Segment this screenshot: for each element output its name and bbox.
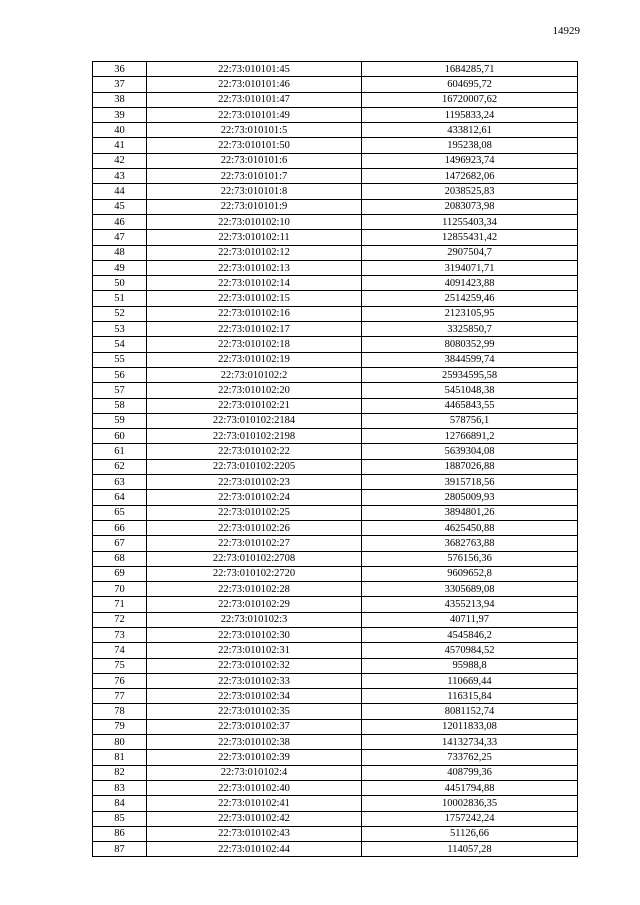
table-row (93, 612, 578, 627)
table-row (93, 643, 578, 658)
row-number-cell: 76 (93, 673, 147, 688)
cadastral-value-cell: 5451048,38 (362, 383, 578, 398)
cadastral-number-cell: 22:73:010102:41 (147, 796, 362, 811)
table-row (93, 780, 578, 795)
table-row (93, 811, 578, 826)
cadastral-value-cell: 2514259,46 (362, 291, 578, 306)
row-number-cell: 39 (93, 107, 147, 122)
cadastral-number-cell: 22:73:010101:49 (147, 107, 362, 122)
row-number-cell: 87 (93, 842, 147, 857)
table-row (93, 107, 578, 122)
row-number-cell: 84 (93, 796, 147, 811)
cadastral-value-cell: 12766891,2 (362, 429, 578, 444)
cadastral-number-cell: 22:73:010102:43 (147, 826, 362, 841)
cadastral-value-cell: 116315,84 (362, 689, 578, 704)
table-row (93, 597, 578, 612)
cadastral-number-cell: 22:73:010101:46 (147, 77, 362, 92)
cadastral-value-cell: 3194071,71 (362, 260, 578, 275)
cadastral-value-cell: 3915718,56 (362, 475, 578, 490)
cadastral-number-cell: 22:73:010102:2198 (147, 429, 362, 444)
cadastral-value-cell: 51126,66 (362, 826, 578, 841)
row-number-cell: 60 (93, 429, 147, 444)
row-number-cell: 85 (93, 811, 147, 826)
table-row (93, 658, 578, 673)
cadastral-value-cell: 25934595,58 (362, 367, 578, 382)
row-number-cell: 56 (93, 367, 147, 382)
cadastral-number-cell: 22:73:010102:29 (147, 597, 362, 612)
row-number-cell: 41 (93, 138, 147, 153)
cadastral-number-cell: 22:73:010102:4 (147, 765, 362, 780)
cadastral-number-cell: 22:73:010102:20 (147, 383, 362, 398)
cadastral-value-cell: 16720007,62 (362, 92, 578, 107)
table-row (93, 77, 578, 92)
row-number-cell: 46 (93, 214, 147, 229)
table-row (93, 459, 578, 474)
cadastral-number-cell: 22:73:010102:17 (147, 322, 362, 337)
row-number-cell: 80 (93, 735, 147, 750)
table-row (93, 551, 578, 566)
cadastral-value-cell: 2083073,98 (362, 199, 578, 214)
row-number-cell: 51 (93, 291, 147, 306)
cadastral-value-cell: 40711,97 (362, 612, 578, 627)
cadastral-number-cell: 22:73:010102:13 (147, 260, 362, 275)
cadastral-value-cell: 4355213,94 (362, 597, 578, 612)
table-row (93, 62, 578, 77)
row-number-cell: 82 (93, 765, 147, 780)
table-row (93, 505, 578, 520)
cadastral-value-cell: 5639304,08 (362, 444, 578, 459)
row-number-cell: 65 (93, 505, 147, 520)
cadastral-number-cell: 22:73:010102:18 (147, 337, 362, 352)
row-number-cell: 67 (93, 536, 147, 551)
cadastral-number-cell: 22:73:010101:7 (147, 169, 362, 184)
table-row (93, 383, 578, 398)
cadastral-value-cell: 12855431,42 (362, 230, 578, 245)
row-number-cell: 45 (93, 199, 147, 214)
cadastral-number-cell: 22:73:010102:21 (147, 398, 362, 413)
table-row (93, 199, 578, 214)
row-number-cell: 36 (93, 62, 147, 77)
table-row (93, 337, 578, 352)
row-number-cell: 74 (93, 643, 147, 658)
table-row (93, 582, 578, 597)
cadastral-value-cell: 4465843,55 (362, 398, 578, 413)
row-number-cell: 43 (93, 169, 147, 184)
table-row (93, 367, 578, 382)
cadastral-number-cell: 22:73:010102:15 (147, 291, 362, 306)
table-row (93, 566, 578, 581)
table-row (93, 153, 578, 168)
table-row (93, 260, 578, 275)
row-number-cell: 47 (93, 230, 147, 245)
cadastral-value-cell: 11255403,34 (362, 214, 578, 229)
table-row (93, 796, 578, 811)
cadastral-number-cell: 22:73:010101:47 (147, 92, 362, 107)
cadastral-number-cell: 22:73:010102:28 (147, 582, 362, 597)
row-number-cell: 61 (93, 444, 147, 459)
table-row (93, 184, 578, 199)
table-row (93, 673, 578, 688)
table-row (93, 322, 578, 337)
row-number-cell: 64 (93, 490, 147, 505)
cadastral-value-cell: 1887026,88 (362, 459, 578, 474)
table-row (93, 842, 578, 857)
table-row (93, 735, 578, 750)
cadastral-number-cell: 22:73:010102:22 (147, 444, 362, 459)
cadastral-value-cell: 95988,8 (362, 658, 578, 673)
cadastral-number-cell: 22:73:010101:9 (147, 199, 362, 214)
cadastral-value-cell: 733762,25 (362, 750, 578, 765)
row-number-cell: 44 (93, 184, 147, 199)
table-row (93, 765, 578, 780)
row-number-cell: 63 (93, 475, 147, 490)
row-number-cell: 40 (93, 123, 147, 138)
row-number-cell: 75 (93, 658, 147, 673)
cadastral-value-cell: 576156,36 (362, 551, 578, 566)
row-number-cell: 42 (93, 153, 147, 168)
row-number-cell: 54 (93, 337, 147, 352)
cadastral-number-cell: 22:73:010102:11 (147, 230, 362, 245)
cadastral-number-cell: 22:73:010102:37 (147, 719, 362, 734)
cadastral-value-cell: 110669,44 (362, 673, 578, 688)
cadastral-value-cell: 1496923,74 (362, 153, 578, 168)
row-number-cell: 68 (93, 551, 147, 566)
table-row (93, 214, 578, 229)
table-row (93, 750, 578, 765)
cadastral-value-cell: 12011833,08 (362, 719, 578, 734)
table-row (93, 520, 578, 535)
table-row (93, 92, 578, 107)
row-number-cell: 73 (93, 627, 147, 642)
table-row (93, 413, 578, 428)
cadastral-value-cell: 578756,1 (362, 413, 578, 428)
cadastral-value-cell: 2038525,83 (362, 184, 578, 199)
cadastral-number-cell: 22:73:010102:35 (147, 704, 362, 719)
cadastral-number-cell: 22:73:010102:44 (147, 842, 362, 857)
cadastral-number-cell: 22:73:010102:33 (147, 673, 362, 688)
table-body (93, 62, 578, 857)
table-row (93, 704, 578, 719)
table-row (93, 429, 578, 444)
row-number-cell: 48 (93, 245, 147, 260)
cadastral-number-cell: 22:73:010102:26 (147, 520, 362, 535)
row-number-cell: 58 (93, 398, 147, 413)
row-number-cell: 83 (93, 780, 147, 795)
cadastral-value-cell: 8080352,99 (362, 337, 578, 352)
row-number-cell: 62 (93, 459, 147, 474)
table-row (93, 398, 578, 413)
cadastral-value-cell: 14132734,33 (362, 735, 578, 750)
cadastral-number-cell: 22:73:010102:42 (147, 811, 362, 826)
cadastral-value-cell: 604695,72 (362, 77, 578, 92)
cadastral-number-cell: 22:73:010101:5 (147, 123, 362, 138)
cadastral-number-cell: 22:73:010102:14 (147, 276, 362, 291)
cadastral-number-cell: 22:73:010101:8 (147, 184, 362, 199)
row-number-cell: 77 (93, 689, 147, 704)
page-number: 14929 (552, 25, 580, 37)
table-row (93, 306, 578, 321)
row-number-cell: 78 (93, 704, 147, 719)
cadastral-number-cell: 22:73:010102:40 (147, 780, 362, 795)
cadastral-value-cell: 4570984,52 (362, 643, 578, 658)
table-row (93, 475, 578, 490)
row-number-cell: 86 (93, 826, 147, 841)
cadastral-value-cell: 3305689,08 (362, 582, 578, 597)
row-number-cell: 52 (93, 306, 147, 321)
row-number-cell: 55 (93, 352, 147, 367)
cadastral-value-cell: 1195833,24 (362, 107, 578, 122)
row-number-cell: 71 (93, 597, 147, 612)
cadastral-value-cell: 1472682,06 (362, 169, 578, 184)
cadastral-value-cell: 2123105,95 (362, 306, 578, 321)
table-row (93, 689, 578, 704)
row-number-cell: 69 (93, 566, 147, 581)
cadastral-value-cell: 2805009,93 (362, 490, 578, 505)
table-row (93, 230, 578, 245)
row-number-cell: 37 (93, 77, 147, 92)
cadastral-number-cell: 22:73:010102:30 (147, 627, 362, 642)
cadastral-number-cell: 22:73:010102:16 (147, 306, 362, 321)
cadastral-number-cell: 22:73:010102:2205 (147, 459, 362, 474)
cadastral-number-cell: 22:73:010102:34 (147, 689, 362, 704)
cadastral-number-cell: 22:73:010102:27 (147, 536, 362, 551)
table-row (93, 245, 578, 260)
row-number-cell: 79 (93, 719, 147, 734)
row-number-cell: 59 (93, 413, 147, 428)
table-row (93, 826, 578, 841)
cadastral-number-cell: 22:73:010102:19 (147, 352, 362, 367)
cadastral-value-cell: 3844599,74 (362, 352, 578, 367)
table-row (93, 719, 578, 734)
cadastral-value-cell: 3682763,88 (362, 536, 578, 551)
table-row (93, 291, 578, 306)
cadastral-number-cell: 22:73:010102:25 (147, 505, 362, 520)
cadastral-value-cell: 4091423,88 (362, 276, 578, 291)
row-number-cell: 70 (93, 582, 147, 597)
cadastral-value-cell: 1684285,71 (362, 62, 578, 77)
cadastral-value-cell: 433812,61 (362, 123, 578, 138)
table-row (93, 138, 578, 153)
table-row (93, 490, 578, 505)
table-row (93, 627, 578, 642)
cadastral-value-cell: 10002836,35 (362, 796, 578, 811)
cadastral-value-cell: 114057,28 (362, 842, 578, 857)
row-number-cell: 81 (93, 750, 147, 765)
row-number-cell: 72 (93, 612, 147, 627)
cadastral-number-cell: 22:73:010102:3 (147, 612, 362, 627)
cadastral-value-table (92, 61, 578, 857)
cadastral-number-cell: 22:73:010102:38 (147, 735, 362, 750)
cadastral-number-cell: 22:73:010102:39 (147, 750, 362, 765)
table-row (93, 352, 578, 367)
cadastral-number-cell: 22:73:010102:2720 (147, 566, 362, 581)
table-row (93, 169, 578, 184)
cadastral-value-cell: 4625450,88 (362, 520, 578, 535)
row-number-cell: 66 (93, 520, 147, 535)
cadastral-value-cell: 1757242,24 (362, 811, 578, 826)
cadastral-value-cell: 9609652,8 (362, 566, 578, 581)
cadastral-number-cell: 22:73:010101:6 (147, 153, 362, 168)
cadastral-value-cell: 3325850,7 (362, 322, 578, 337)
row-number-cell: 57 (93, 383, 147, 398)
cadastral-number-cell: 22:73:010102:2 (147, 367, 362, 382)
table-row (93, 536, 578, 551)
cadastral-number-cell: 22:73:010102:2184 (147, 413, 362, 428)
cadastral-value-cell: 195238,08 (362, 138, 578, 153)
cadastral-number-cell: 22:73:010102:2708 (147, 551, 362, 566)
cadastral-number-cell: 22:73:010102:24 (147, 490, 362, 505)
table-row (93, 444, 578, 459)
cadastral-value-cell: 408799,36 (362, 765, 578, 780)
row-number-cell: 38 (93, 92, 147, 107)
table-row (93, 123, 578, 138)
cadastral-number-cell: 22:73:010101:50 (147, 138, 362, 153)
cadastral-number-cell: 22:73:010102:32 (147, 658, 362, 673)
cadastral-value-cell: 3894801,26 (362, 505, 578, 520)
table-row (93, 276, 578, 291)
cadastral-number-cell: 22:73:010102:31 (147, 643, 362, 658)
row-number-cell: 50 (93, 276, 147, 291)
cadastral-value-cell: 4545846,2 (362, 627, 578, 642)
cadastral-number-cell: 22:73:010102:12 (147, 245, 362, 260)
cadastral-value-cell: 2907504,7 (362, 245, 578, 260)
cadastral-value-cell: 8081152,74 (362, 704, 578, 719)
cadastral-number-cell: 22:73:010102:10 (147, 214, 362, 229)
cadastral-number-cell: 22:73:010101:45 (147, 62, 362, 77)
cadastral-number-cell: 22:73:010102:23 (147, 475, 362, 490)
row-number-cell: 49 (93, 260, 147, 275)
row-number-cell: 53 (93, 322, 147, 337)
cadastral-value-cell: 4451794,88 (362, 780, 578, 795)
